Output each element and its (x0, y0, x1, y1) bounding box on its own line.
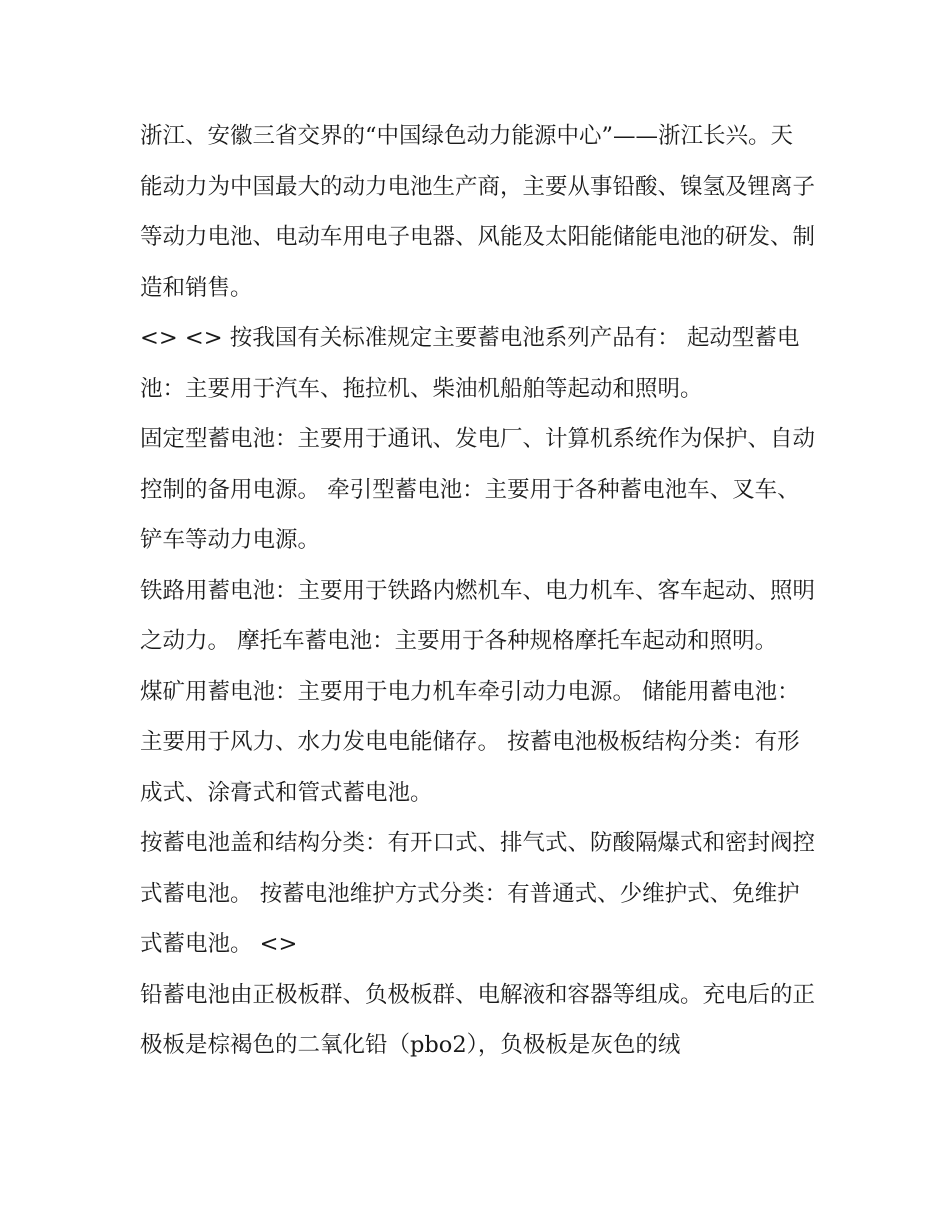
paragraph-6: 按蓄电池盖和结构分类：有开口式、排气式、防酸隔爆式和密封阀控式蓄电池。 按蓄电池维护方式分类：有普通式、少维护式、免维护式蓄电池。 <> (140, 830, 816, 957)
paragraph-2: <> <> 按我国有关标准规定主要蓄电池系列产品有： 起动型蓄电池：主要用于汽车、拖拉机、柴油机船舶等起动和照明。 (140, 325, 800, 402)
paragraph-1: 浙江、安徽三省交界的“中国绿色动力能源中心”——浙江长兴。天能动力为中国最大的动力电池生产商，主要从事铅酸、镍氢及锂离子等动力电池、电动车用电子电器、风能及太阳能储能电池的研发、制造和销售。 (140, 123, 816, 301)
paragraph-3: 固定型蓄电池：主要用于通讯、发电厂、计算机系统作为保护、自动控制的备用电源。 牵引型蓄电池：主要用于各种蓄电池车、叉车、铲车等动力电源。 (140, 426, 816, 553)
paragraph-4: 铁路用蓄电池：主要用于铁路内燃机车、电力机车、客车起动、照明之动力。 摩托车蓄电池：主要用于各种规格摩托车起动和照明。 (140, 577, 816, 654)
body-text (140, 111, 815, 1071)
paragraph-7: 铅蓄电池由正极板群、负极板群、电解液和容器等组成。充电后的正极板是棕褐色的二氧化铅（pbo2），负极板是灰色的绒 (140, 981, 816, 1058)
paragraph-5: 煤矿用蓄电池：主要用于电力机车牵引动力电源。 储能用蓄电池：主要用于风力、水力发电电能储存。 按蓄电池极板结构分类：有形成式、涂膏式和管式蓄电池。 (140, 678, 800, 806)
